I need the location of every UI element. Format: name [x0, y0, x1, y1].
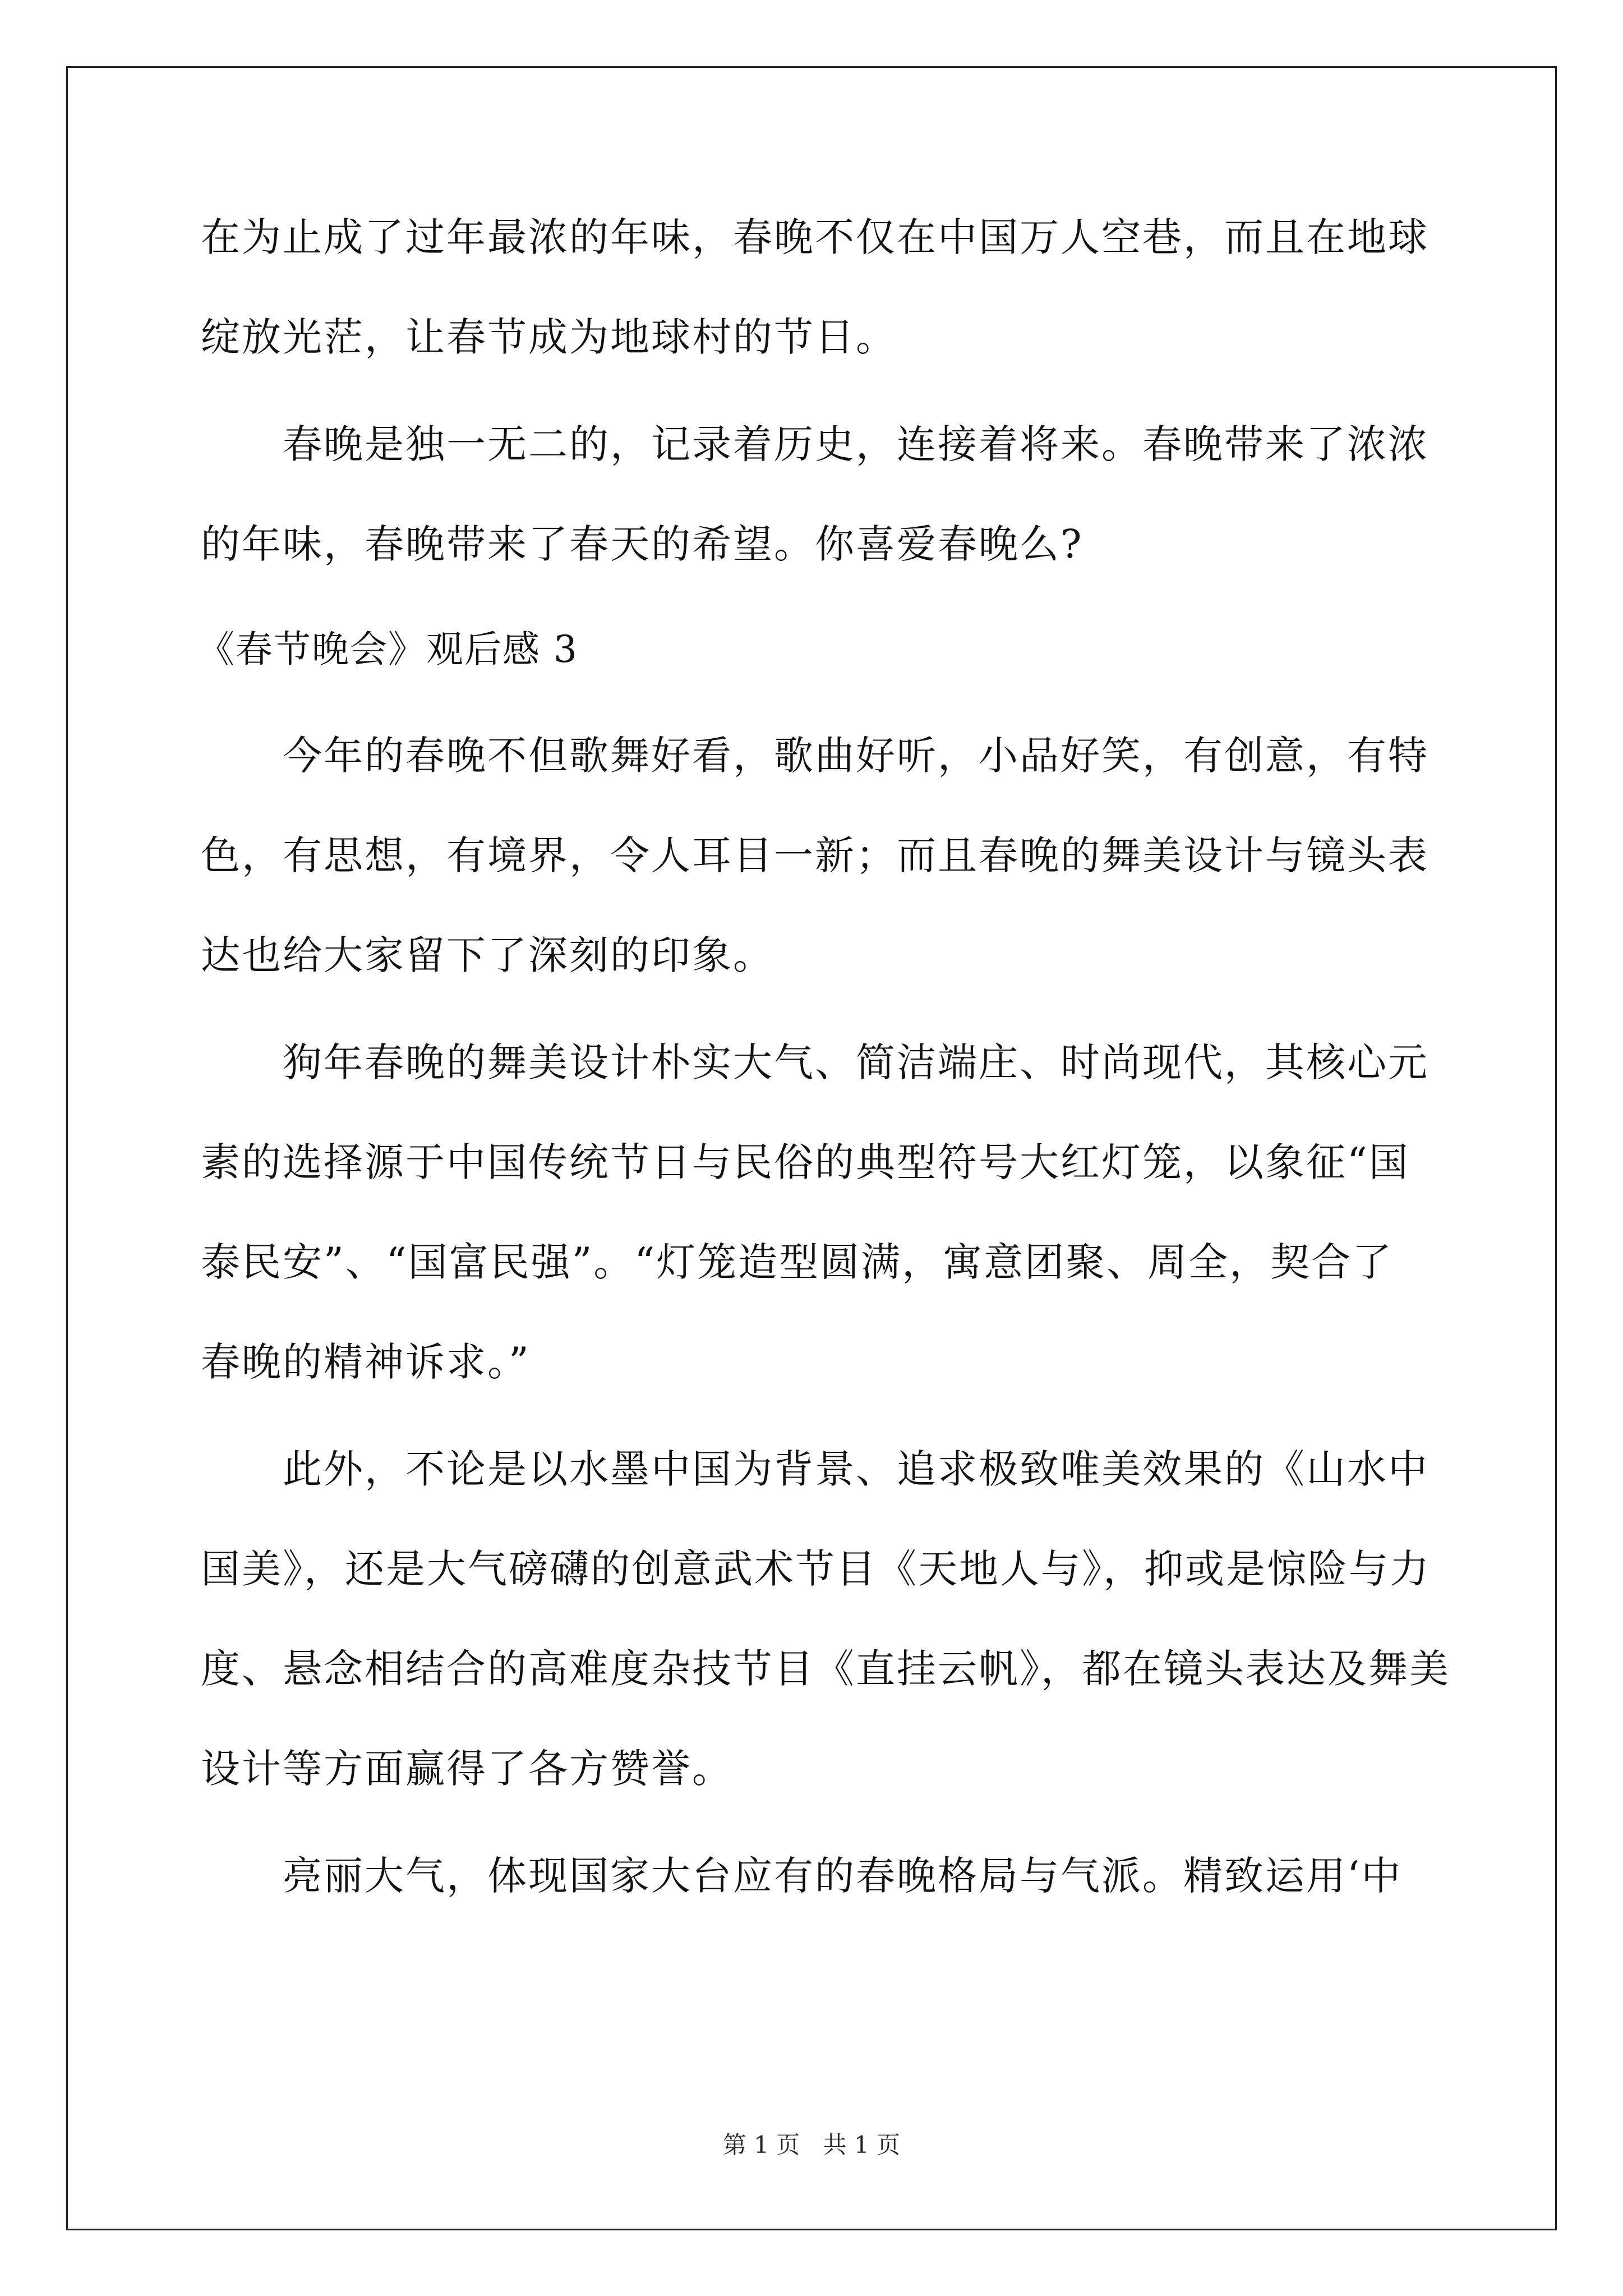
document-body: [197, 214, 1450, 1899]
page-total: 共 1 页: [823, 2131, 901, 2159]
text-line: 绽放光茫，让春节成为地球村的节日。: [201, 314, 897, 360]
page-footer: [0, 2133, 1623, 2157]
text-line: 今年的春晚不但歌舞好看，歌曲好听，小品好笑，有创意，有特: [283, 733, 1429, 779]
text-line: 在为止成了过年最浓的年味，春晚不仅在中国万人空巷，而且在地球: [201, 214, 1429, 260]
text-line: 色，有思想，有境界，令人耳目一新；而且春晚的舞美设计与镜头表: [201, 832, 1429, 878]
text-line: 达也给大家留下了深刻的印象。: [201, 932, 774, 978]
text-line: 狗年春晚的舞美设计朴实大气、简洁端庄、时尚现代，其核心元: [283, 1039, 1429, 1085]
page-number: 第 1 页: [722, 2131, 800, 2159]
text-line: 春晚是独一无二的，记录着历史，连接着将来。春晚带来了浓浓: [283, 421, 1429, 467]
text-line: 设计等方面赢得了各方赞誉。: [201, 1746, 733, 1792]
text-line: 泰民安”、“国富民强”。“灯笼造型圆满，寓意团聚、周全，契合了: [201, 1239, 1394, 1285]
text-line: 此外，不论是以水墨中国为背景、追求极致唯美效果的《山水中: [283, 1446, 1429, 1492]
text-line: 国美》，还是大气磅礴的创意武术节目《天地人与》，抑或是惊险与力: [201, 1546, 1431, 1592]
section-heading: 《春节晚会》观后感 3: [197, 628, 578, 671]
text-line: 的年味，春晚带来了春天的希望。你喜爱春晚么?: [201, 521, 1083, 567]
text-line: 度、悬念相结合的高难度杂技节目《直挂云帆》，都在镜头表达及舞美: [201, 1646, 1450, 1692]
text-line: 亮丽大气，体现国家大台应有的春晚格局与气派。精致运用‘中: [283, 1853, 1403, 1899]
text-line: 素的选择源于中国传统节日与民俗的典型符号大红灯笼，以象征“国: [201, 1139, 1410, 1185]
text-line: 春晚的精神诉求。”: [201, 1339, 531, 1385]
